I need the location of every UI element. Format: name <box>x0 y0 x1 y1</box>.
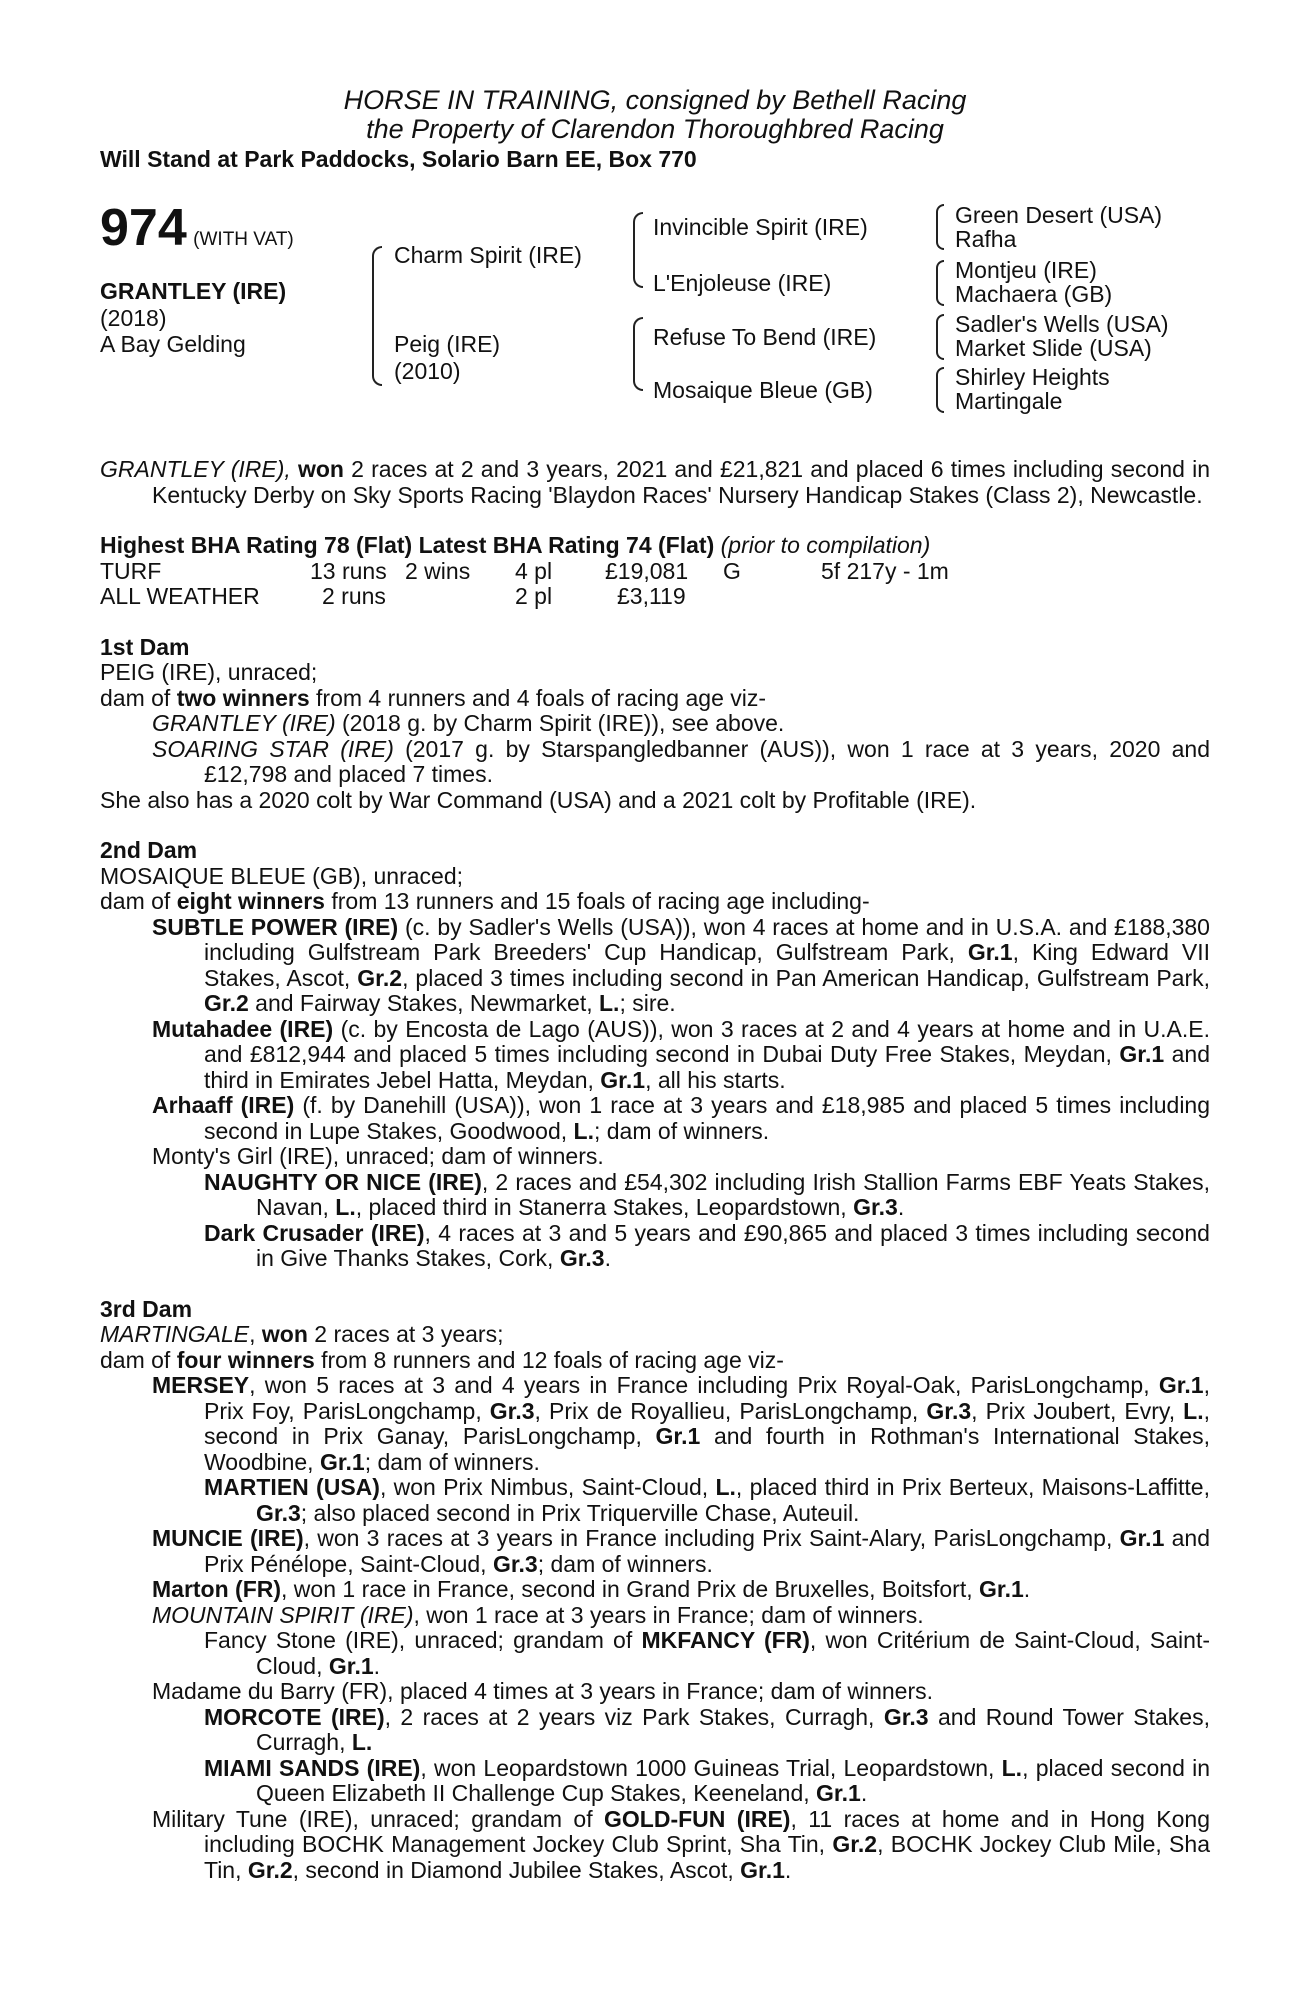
progeny-entry <box>100 1017 1210 1094</box>
gen3-8: Martingale <box>955 388 1063 414</box>
money: £3,119 <box>617 583 686 609</box>
progeny-entry <box>100 737 1210 788</box>
dam-dam: Mosaique Bleue (GB) <box>653 377 873 403</box>
t: , BOCHK Jockey Club Mile, Sha Tin, <box>204 1831 1210 1883</box>
catalogue-text <box>100 457 1210 1883</box>
lot-number: 974 <box>100 199 187 257</box>
progeny-name: SOARING STAR (IRE) <box>152 735 394 762</box>
grade: L. <box>335 1194 356 1220</box>
progeny-entry <box>100 1807 1210 1884</box>
t: and Round Tower Stakes, Curragh, <box>256 1703 1210 1755</box>
horse-description: A Bay Gelding <box>100 331 246 357</box>
t: , won 1 race at 3 years in France; dam of winners. <box>413 1601 924 1628</box>
gen3-1: Green Desert (USA) <box>955 202 1163 228</box>
winners-count: eight winners <box>176 888 325 914</box>
progeny-name: MOUNTAIN SPIRIT (IRE) <box>152 1601 414 1628</box>
second-dam-produce <box>100 889 1210 915</box>
grade: Gr.1 <box>319 1448 365 1475</box>
wins: 2 wins <box>405 557 471 584</box>
t: and third in Emirates Jebel Hatta, Meydan, <box>204 1041 1210 1093</box>
t: , <box>249 1321 262 1347</box>
t: , won 3 races at 3 years in France including Prix Saint-Alary, ParisLongchamp, <box>303 1525 1120 1551</box>
gen3-2: Rafha <box>955 226 1017 252</box>
runs: 13 runs <box>310 557 387 584</box>
progeny-entry <box>100 1756 1210 1807</box>
third-dam-section <box>100 1297 1210 1884</box>
t: . <box>860 1780 868 1806</box>
first-dam-line: PEIG (IRE), unraced; <box>100 659 318 685</box>
progeny-entry <box>100 915 1210 1017</box>
t: ; dam of winners. <box>537 1550 713 1577</box>
ratings-row-aw <box>100 584 1210 610</box>
t: (2018 g. by Charm Spirit (IRE)), see above. <box>335 710 785 736</box>
t: (c. by Sadler's Wells (USA)), won 4 races at home and in U.S.A. and £188,380 including Gulfstream Park Breeders' Cup Handicap, Gulfstream Park, <box>204 913 1210 965</box>
t: , King Edward VII Stakes, Ascot, <box>204 939 1210 991</box>
progeny-name: MERSEY <box>152 1372 250 1398</box>
grade: Gr.1 <box>740 1856 785 1883</box>
going: G <box>723 557 741 584</box>
sire-sire: Invincible Spirit (IRE) <box>653 214 868 240</box>
t: dam of <box>100 1346 177 1373</box>
grade: L. <box>1183 1397 1204 1424</box>
horse-year: (2018) <box>100 305 167 331</box>
grade: Gr.1 <box>1158 1372 1204 1398</box>
t: , placed third in Stanerra Stakes, Leopardstown, <box>355 1194 854 1220</box>
progeny-name: Marton (FR) <box>152 1576 282 1602</box>
summary-text: 2 races at 2 and 3 years, 2021 and £21,821 and placed 6 times including second in Kentucky Derby on Sky Sports Racing 'Blaydon Races' Nursery Handicap Stakes (Class 2), Newcastle. <box>152 456 1211 508</box>
progeny-entry <box>100 1526 1210 1577</box>
third-dam-produce <box>100 1348 1210 1374</box>
grade: Gr.1 <box>600 1066 646 1093</box>
catalogue-page <box>100 86 1210 1883</box>
t: , Prix de Royallieu, ParisLongchamp, <box>534 1397 927 1424</box>
second-dam-section <box>100 838 1210 1272</box>
t: . <box>604 1245 611 1271</box>
first-dam-section <box>100 635 1210 814</box>
progeny-entry <box>100 1577 1210 1603</box>
t: from 8 runners and 12 foals of racing age viz- <box>314 1346 784 1373</box>
grade: L. <box>715 1474 736 1500</box>
t: , 2 races at 2 years viz Park Stakes, Curragh, <box>384 1703 884 1730</box>
progeny-entry: Madame du Barry (FR), placed 4 times at 3 years in France; dam of winners. <box>152 1678 934 1704</box>
t: 2 races at 3 years; <box>307 1321 504 1347</box>
progeny-name: MORCOTE (IRE) <box>204 1703 385 1730</box>
sire: Charm Spirit (IRE) <box>394 242 582 268</box>
progeny-entry <box>100 1628 1210 1679</box>
progeny-name: Mutahadee (IRE) <box>152 1015 334 1042</box>
consignor-line: HORSE IN TRAINING, consigned by Bethell Racing <box>343 85 967 115</box>
summary-horse: GRANTLEY (IRE), <box>100 456 291 482</box>
t: , placed second in Queen Elizabeth II Challenge Cup Stakes, Keeneland, <box>256 1754 1211 1806</box>
ratings-note: (prior to compilation) <box>720 532 931 558</box>
surface: TURF <box>100 557 162 584</box>
surface: ALL WEATHER <box>100 583 260 609</box>
t: and Fairway Stakes, Newmarket, <box>248 990 599 1016</box>
stand-location: Will Stand at Park Paddocks, Solario Barn EE, Box 770 <box>100 146 697 172</box>
t: , placed 3 times including second in Pan American Handicap, Gulfstream Park, <box>402 964 1210 991</box>
gen3-3: Montjeu (IRE) <box>955 257 1097 283</box>
placed: 4 pl <box>515 557 553 584</box>
sire-bracket <box>633 212 643 288</box>
progeny-entry <box>100 1705 1210 1756</box>
grade: Gr.2 <box>357 964 403 991</box>
t: , second in Prix Ganay, ParisLongchamp, <box>204 1397 1210 1449</box>
gen3-bracket-1 <box>936 204 944 250</box>
grade: L. <box>1001 1754 1023 1781</box>
grade: L. <box>599 990 620 1016</box>
ratings-heading: Highest BHA Rating 78 (Flat) Latest BHA Rating 74 (Flat) <box>100 532 715 558</box>
pedigree-bracket <box>372 246 382 386</box>
first-dam-note: She also has a 2020 colt by War Command (USA) and a 2021 colt by Profitable (IRE). <box>100 786 977 813</box>
dam-name: MARTINGALE <box>100 1321 250 1347</box>
t: (f. by Danehill (USA)), won 1 race at 3 years and £18,985 and placed 5 times including second in Lupe Stakes, Goodwood, <box>204 1092 1211 1144</box>
t: , won Critérium de Saint-Cloud, Saint-Cloud, <box>256 1627 1210 1679</box>
pedigree-block <box>100 199 1210 457</box>
grade: Gr.2 <box>204 990 249 1016</box>
t: won <box>261 1321 308 1347</box>
dam: Peig (IRE) <box>394 331 501 357</box>
gen3-6: Market Slide (USA) <box>955 335 1152 361</box>
progeny-entry <box>100 711 1210 737</box>
t: dam of <box>100 684 177 711</box>
grade: Gr.3 <box>256 1499 301 1526</box>
t: , won 5 races at 3 and 4 years in France including Prix Royal-Oak, ParisLongchamp, <box>249 1372 1159 1398</box>
dam-bracket <box>633 317 643 391</box>
t: and Prix Pénélope, Saint-Cloud, <box>204 1525 1210 1577</box>
grade: Gr.1 <box>1119 1041 1165 1067</box>
t: and fourth in Rothman's International Stakes, Woodbine, <box>204 1423 1210 1475</box>
t: Military Tune (IRE), unraced; grandam of <box>152 1805 605 1832</box>
t: , placed third in Prix Berteux, Maisons-Laffitte, <box>735 1474 1210 1500</box>
grade: Gr.3 <box>492 1550 538 1577</box>
winners-count: two winners <box>176 684 310 711</box>
t: ; also placed second in Prix Triquerville Chase, Auteuil. <box>300 1499 860 1526</box>
t: , second in Diamond Jubilee Stakes, Ascot, <box>292 1856 741 1883</box>
grade: Gr.1 <box>979 1576 1024 1602</box>
t: ; dam of winners. <box>593 1117 770 1144</box>
race-summary <box>100 457 1210 508</box>
vat-note: (WITH VAT) <box>193 229 294 250</box>
progeny-name: MARTIEN (USA) <box>204 1474 380 1500</box>
grade: Gr.3 <box>853 1194 898 1220</box>
t: (2017 g. by Starspangledbanner (AUS)), won 1 race at 3 years, 2020 and £12,798 and placed 7 times. <box>204 735 1210 787</box>
gen3-bracket-2 <box>936 260 944 306</box>
progeny-entry <box>100 1221 1210 1272</box>
horse-name: GRANTLEY (IRE) <box>100 278 287 304</box>
runs: 2 runs <box>322 583 386 609</box>
grade: Gr.1 <box>1119 1525 1165 1551</box>
grade: L. <box>351 1729 373 1755</box>
t: , Prix Joubert, Evry, <box>971 1397 1184 1424</box>
t: . <box>1023 1576 1031 1602</box>
progeny-entry <box>100 1475 1210 1526</box>
t: from 4 runners and 4 foals of racing age viz- <box>309 684 767 711</box>
distance: 5f 217y - 1m <box>821 557 949 584</box>
summary-won: won <box>297 456 344 482</box>
t: dam of <box>100 888 177 914</box>
third-dam-line <box>100 1322 1210 1348</box>
third-dam-heading: 3rd Dam <box>100 1295 193 1322</box>
dam-year: (2010) <box>394 358 461 384</box>
grade: Gr.2 <box>247 1856 293 1883</box>
progeny-entry <box>100 1373 1210 1475</box>
placed: 2 pl <box>515 583 553 609</box>
gen3-bracket-4 <box>936 367 944 413</box>
grade: Gr.1 <box>328 1652 374 1679</box>
going <box>723 584 821 610</box>
progeny-name: Arhaaff (IRE) <box>152 1092 295 1118</box>
t: ; sire. <box>619 990 676 1016</box>
grade: Gr.3 <box>559 1245 605 1271</box>
t: . <box>784 1856 792 1883</box>
t: , Prix Foy, ParisLongchamp, <box>204 1372 1210 1424</box>
distance <box>821 584 1210 610</box>
first-dam-produce <box>100 686 1210 712</box>
progeny-entry <box>100 1093 1210 1144</box>
grade: Gr.3 <box>926 1397 972 1424</box>
progeny-name: MUNCIE (IRE) <box>152 1525 304 1551</box>
t: , 4 races at 3 and 5 years and £90,865 and placed 3 times including second in Give Thanks Stakes, Cork, <box>256 1219 1210 1271</box>
property-line: the Property of Clarendon Thoroughbred Racing <box>366 114 944 144</box>
sire-dam: L'Enjoleuse (IRE) <box>653 270 832 296</box>
t: ; dam of winners. <box>364 1448 540 1475</box>
t: , all his starts. <box>645 1066 786 1093</box>
second-dam-heading: 2nd Dam <box>100 837 198 863</box>
grade: Gr.1 <box>967 939 1013 965</box>
grade: Gr.1 <box>655 1423 701 1449</box>
money: £19,081 <box>605 557 689 584</box>
t: , 11 races at home and in Hong Kong including BOCHK Management Jockey Club Sprint, Sha Tin, <box>204 1805 1211 1857</box>
gen3-7: Shirley Heights <box>955 364 1110 390</box>
progeny-name: MIAMI SANDS (IRE) <box>204 1754 421 1781</box>
t: Fancy Stone (IRE), unraced; grandam of <box>204 1627 642 1653</box>
t: . <box>897 1194 905 1220</box>
t: from 13 runners and 15 foals of racing age including- <box>324 888 870 914</box>
progeny-name: SUBTLE POWER (IRE) <box>152 913 399 940</box>
progeny-name: GRANTLEY (IRE) <box>152 710 336 736</box>
gen3-4: Machaera (GB) <box>955 281 1113 307</box>
grade: Gr.3 <box>883 1703 929 1730</box>
progeny-entry <box>100 1603 1210 1629</box>
ratings-row-turf <box>100 559 1210 585</box>
dam-sire: Refuse To Bend (IRE) <box>653 324 877 350</box>
t: , 2 races and £54,302 including Irish Stallion Farms EBF Yeats Stakes, Navan, <box>256 1168 1210 1220</box>
progeny-name: GOLD-FUN (IRE) <box>604 1805 791 1832</box>
progeny-entry <box>100 1170 1210 1221</box>
t: , won Prix Nimbus, Saint-Cloud, <box>379 1474 716 1500</box>
grade: L. <box>573 1117 594 1144</box>
ratings-block <box>100 533 1210 610</box>
first-dam-heading: 1st Dam <box>100 633 190 660</box>
t: (c. by Encosta de Lago (AUS)), won 3 races at 2 and 4 years at home and in U.A.E. and £812,944 and placed 5 times including second in Dubai Duty Free Stakes, Meydan, <box>204 1015 1211 1067</box>
second-dam-line: MOSAIQUE BLEUE (GB), unraced; <box>100 862 464 889</box>
t: , won 1 race in France, second in Grand Prix de Bruxelles, Boitsfort, <box>281 1576 980 1602</box>
progeny-name: Dark Crusader (IRE) <box>204 1219 425 1246</box>
progeny-name: MKFANCY (FR) <box>641 1627 810 1653</box>
winners-count: four winners <box>176 1346 315 1373</box>
grade: Gr.1 <box>816 1780 861 1806</box>
t: . <box>373 1652 381 1679</box>
progeny-name: NAUGHTY OR NICE (IRE) <box>204 1168 482 1195</box>
gen3-bracket-3 <box>936 314 944 360</box>
gen3-5: Sadler's Wells (USA) <box>955 311 1169 337</box>
t: , won Leopardstown 1000 Guineas Trial, Leopardstown, <box>420 1754 1002 1781</box>
grade: Gr.3 <box>489 1397 535 1424</box>
wins <box>405 584 515 610</box>
grade: Gr.2 <box>832 1831 878 1857</box>
progeny-entry: Monty's Girl (IRE), unraced; dam of winners. <box>152 1143 604 1169</box>
